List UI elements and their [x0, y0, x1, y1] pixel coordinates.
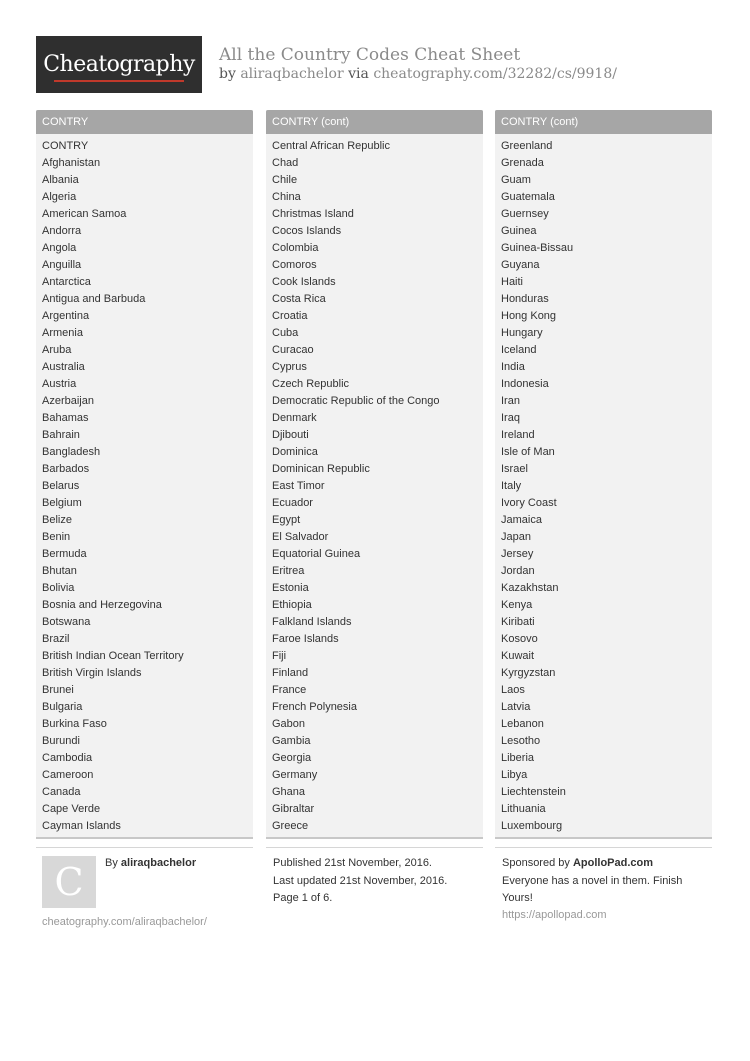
page-number: Page 1 of 6. [273, 892, 333, 904]
country-item: Chad [272, 157, 299, 169]
country-item: Cameroon [42, 769, 94, 781]
country-item: Australia [42, 361, 85, 373]
published-date: Published 21st November, 2016. [273, 857, 432, 869]
country-item: Kyrgyzstan [501, 667, 556, 679]
country-item: France [272, 684, 307, 696]
country-item: Guinea-Bissau [501, 242, 574, 254]
country-item: Isle of Man [501, 446, 555, 458]
country-item: Bhutan [42, 565, 77, 577]
country-item: Antarctica [42, 276, 91, 288]
country-item: British Indian Ocean Territory [42, 650, 184, 662]
country-item: Curacao [272, 344, 314, 356]
country-item: Canada [42, 786, 81, 798]
footer-divider [36, 847, 253, 848]
country-item: Jamaica [501, 514, 542, 526]
country-item: Equatorial Guinea [272, 548, 361, 560]
country-item: Ireland [501, 429, 535, 441]
country-item: Lithuania [501, 803, 546, 815]
country-item: Italy [501, 480, 522, 492]
footer-author-name[interactable]: aliraqbachelor [120, 857, 197, 869]
country-column-1 [36, 110, 253, 839]
country-item: Kuwait [501, 650, 535, 662]
byline-via: via [348, 66, 369, 82]
country-item: Brazil [42, 633, 70, 645]
column-header: CONTRY (cont) [495, 110, 712, 134]
country-item: Guernsey [501, 208, 549, 220]
footer-divider [495, 847, 712, 848]
country-item: Bulgaria [42, 701, 83, 713]
country-item: Japan [501, 531, 531, 543]
country-item: Liberia [501, 752, 535, 764]
country-item: Libya [501, 769, 528, 781]
country-item: Albania [42, 174, 79, 186]
country-item: Bahamas [42, 412, 89, 424]
footer-by-label: By [105, 857, 118, 869]
country-item: Colombia [272, 242, 319, 254]
country-item: British Virgin Islands [42, 667, 142, 679]
country-item: Austria [42, 378, 77, 390]
country-item: El Salvador [272, 531, 329, 543]
country-item: Ethiopia [272, 599, 312, 611]
sponsor-url-link[interactable]: https://apollopad.com [502, 909, 607, 921]
country-item: Burundi [42, 735, 80, 747]
country-item: Ecuador [272, 497, 313, 509]
country-column-2 [266, 110, 483, 839]
country-item: Algeria [42, 191, 77, 203]
country-item: Cyprus [272, 361, 307, 373]
country-item: Haiti [501, 276, 524, 288]
cheatography-logo[interactable]: Cheatography [36, 36, 202, 93]
country-item: Laos [501, 684, 525, 696]
column-header: CONTRY [36, 110, 253, 134]
country-item: Greece [272, 820, 309, 832]
country-item: Afghanistan [42, 157, 101, 169]
country-item: Greenland [501, 140, 553, 152]
country-item: Anguilla [42, 259, 82, 271]
country-item: Egypt [272, 514, 301, 526]
country-item: Guatemala [501, 191, 555, 203]
country-item: Bermuda [42, 548, 87, 560]
country-item: Costa Rica [272, 293, 326, 305]
country-item: Dominican Republic [272, 463, 370, 475]
sponsor-line [502, 857, 653, 869]
sheet-url-link[interactable]: cheatography.com/32282/cs/9918/ [373, 66, 617, 82]
country-item: Israel [501, 463, 528, 475]
country-item: Bolivia [42, 582, 75, 594]
country-item: Belgium [42, 497, 82, 509]
country-item: India [501, 361, 525, 373]
footer-divider [266, 847, 483, 848]
country-item: Finland [272, 667, 309, 679]
country-item: Djibouti [272, 429, 309, 441]
sponsored-by-label: Sponsored by [502, 857, 570, 869]
country-item: Kosovo [501, 633, 538, 645]
country-item: Fiji [272, 650, 287, 662]
column-header: CONTRY (cont) [266, 110, 483, 134]
country-item: Antigua and Barbuda [42, 293, 146, 305]
updated-date: Last updated 21st November, 2016. [273, 875, 448, 887]
country-item: Benin [42, 531, 71, 543]
country-item: Faroe Islands [272, 633, 339, 645]
country-item: Brunei [42, 684, 74, 696]
country-item: Gambia [272, 735, 311, 747]
country-item: Denmark [272, 412, 317, 424]
country-item: Bangladesh [42, 446, 101, 458]
country-item: Germany [272, 769, 318, 781]
country-item: Chile [272, 174, 298, 186]
country-item: Guam [501, 174, 531, 186]
byline-by: by [219, 66, 236, 82]
country-item: Angola [42, 242, 77, 254]
country-item: Lebanon [501, 718, 544, 730]
country-item: Cayman Islands [42, 820, 121, 832]
country-item: Cape Verde [42, 803, 101, 815]
country-list [266, 134, 483, 835]
country-item: Falkland Islands [272, 616, 352, 628]
country-item: Cocos Islands [272, 225, 342, 237]
country-item: Democratic Republic of the Congo [272, 395, 440, 407]
country-item: Iceland [501, 344, 537, 356]
country-column-3 [495, 110, 712, 839]
country-list [495, 134, 712, 835]
country-item: Kazakhstan [501, 582, 559, 594]
country-item: Botswana [42, 616, 91, 628]
sponsor-name[interactable]: ApolloPad.com [572, 857, 654, 869]
logo-underline [54, 80, 184, 82]
country-item: Belarus [42, 480, 80, 492]
country-item: Guinea [501, 225, 537, 237]
country-item: Lesotho [501, 735, 541, 747]
country-item: Armenia [42, 327, 83, 339]
country-item: Hong Kong [501, 310, 557, 322]
country-item: Christmas Island [272, 208, 354, 220]
author-avatar[interactable]: C [42, 856, 96, 908]
country-item: Luxembourg [501, 820, 563, 832]
author-profile-link[interactable]: cheatography.com/aliraqbachelor/ [42, 916, 207, 928]
country-item: Liechtenstein [501, 786, 566, 798]
country-item: Aruba [42, 344, 72, 356]
country-item: Cook Islands [272, 276, 336, 288]
sponsor-tagline: Everyone has a novel in them. Finish [502, 875, 683, 887]
country-item: American Samoa [42, 208, 127, 220]
country-item: Iran [501, 395, 520, 407]
footer-author [105, 857, 196, 869]
country-item: Estonia [272, 582, 309, 594]
page-title: All the Country Codes Cheat Sheet [219, 45, 521, 65]
country-list [36, 134, 253, 835]
country-item: Belize [42, 514, 72, 526]
country-item: Central African Republic [272, 140, 391, 152]
country-item: Eritrea [272, 565, 305, 577]
country-item: East Timor [272, 480, 325, 492]
country-item: Gabon [272, 718, 306, 730]
country-item: Bahrain [42, 429, 80, 441]
country-item: Barbados [42, 463, 90, 475]
country-item: Ivory Coast [501, 497, 557, 509]
country-item: Burkina Faso [42, 718, 107, 730]
country-item: China [272, 191, 301, 203]
country-item: Indonesia [501, 378, 549, 390]
country-item: Cambodia [42, 752, 93, 764]
country-item: Dominica [272, 446, 318, 458]
country-item: Croatia [272, 310, 308, 322]
country-item: Gibraltar [272, 803, 315, 815]
country-item: Kiribati [501, 616, 535, 628]
country-item: Andorra [42, 225, 82, 237]
sponsor-tagline-cont: Yours! [502, 892, 533, 904]
country-item: Iraq [501, 412, 520, 424]
country-item: Hungary [501, 327, 543, 339]
country-item: Cuba [272, 327, 299, 339]
country-item: Bosnia and Herzegovina [42, 599, 162, 611]
byline [219, 66, 617, 82]
country-item: Ghana [272, 786, 306, 798]
country-item: Guyana [501, 259, 540, 271]
country-item: Comoros [272, 259, 317, 271]
country-item: Jersey [501, 548, 534, 560]
country-item: Grenada [501, 157, 544, 169]
country-item: Georgia [272, 752, 312, 764]
country-item: Honduras [501, 293, 549, 305]
country-item: Kenya [501, 599, 533, 611]
country-item: Latvia [501, 701, 531, 713]
country-item: French Polynesia [272, 701, 357, 713]
country-item: Czech Republic [272, 378, 350, 390]
country-item: CONTRY [42, 140, 89, 152]
author-link[interactable]: aliraqbachelor [240, 66, 344, 82]
country-item: Azerbaijan [42, 395, 94, 407]
country-item: Jordan [501, 565, 535, 577]
country-item: Argentina [42, 310, 90, 322]
